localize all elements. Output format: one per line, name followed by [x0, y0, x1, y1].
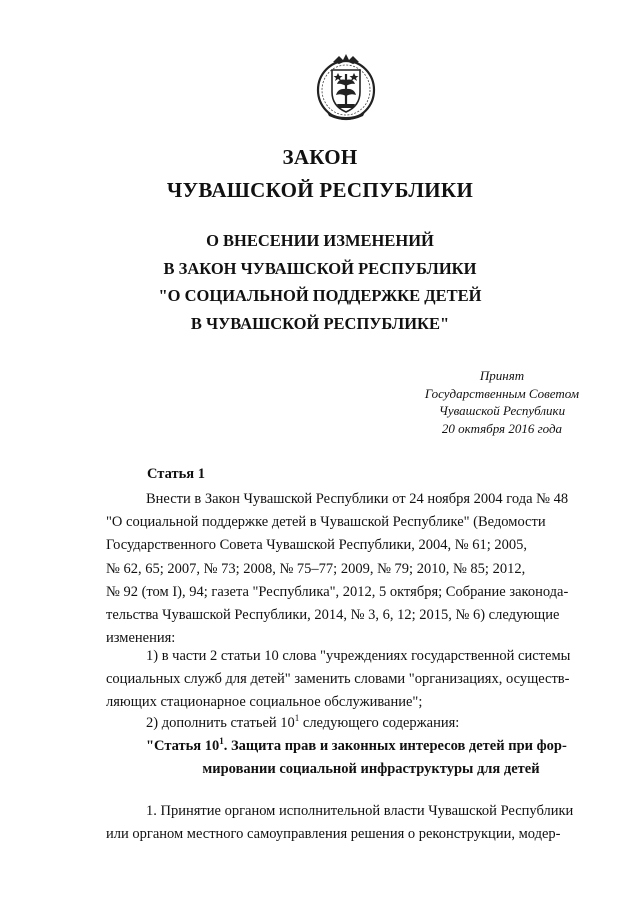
- text-line: тельства Чувашской Республики, 2014, № 3, 6, 12; 2015, № 6) следующие: [106, 607, 560, 624]
- text-line: [106, 712, 596, 735]
- article-1-heading: Статья 1: [147, 466, 205, 482]
- subtitle-line: О ВНЕСЕНИИ ИЗМЕНЕНИЙ: [206, 231, 434, 250]
- chuvash-republic-emblem-icon: [313, 50, 379, 122]
- item2-suffix: следующего содержания:: [299, 715, 460, 731]
- text-line: Государственного Совета Чувашской Республики, 2004, № 61; 2005,: [106, 537, 528, 554]
- article-10-1-heading: [146, 735, 596, 781]
- subtitle-line: "О СОЦИАЛЬНОЙ ПОДДЕРЖКЕ ДЕТЕЙ: [158, 286, 482, 305]
- item2-prefix: 2) дополнить статьей 10: [146, 715, 295, 731]
- article-10-prefix: "Статья 10: [146, 738, 220, 754]
- text-line: или органом местного самоуправления решения о реконструкции, модер-: [106, 826, 561, 843]
- text-line: № 92 (том I), 94; газета "Республика", 2012, 5 октября; Собрание законода-: [106, 583, 569, 600]
- text-line: социальных служб для детей" заменить словами "организациях, осуществ-: [106, 671, 570, 688]
- adoption-line: Чувашской Республики: [438, 403, 566, 418]
- text-line: 1) в части 2 статьи 10 слова "учреждениях государственной системы: [146, 648, 571, 664]
- adoption-note: [408, 367, 596, 437]
- superscript: 1: [294, 713, 300, 723]
- text-line: "О социальной поддержке детей в Чувашской Республике" (Ведомости: [106, 514, 546, 531]
- amendment-item-2: [106, 712, 596, 735]
- text-line: изменения:: [106, 630, 176, 647]
- law-subtitle: [0, 227, 640, 337]
- republic-title: ЧУВАШСКОЙ РЕСПУБЛИКИ: [166, 178, 474, 202]
- subtitle-line: В ЧУВАШСКОЙ РЕСПУБЛИКЕ": [190, 313, 450, 333]
- subtitle-line: В ЗАКОН ЧУВАШСКОЙ РЕСПУБЛИКИ: [163, 258, 477, 278]
- adoption-line: Государственным Советом: [424, 385, 580, 401]
- text-line: № 62, 65; 2007, № 73; 2008, № 75–77; 2009, № 79; 2010, № 85; 2012,: [106, 560, 526, 577]
- amendment-item-1: [106, 645, 596, 715]
- text-line: ляющих стационарное социальное обслуживание";: [106, 694, 423, 711]
- superscript: 1: [219, 736, 224, 746]
- text-line: 1. Принятие органом исполнительной власти Чувашской Республики: [146, 803, 574, 819]
- article-1-intro: [106, 488, 596, 650]
- article-10-title: . Защита прав и законных интересов детей при фор-: [223, 738, 567, 754]
- heading-line: мировании социальной инфраструктуры для детей: [202, 761, 540, 777]
- adoption-line: Принят: [479, 368, 525, 383]
- law-title: ЗАКОН: [282, 145, 358, 169]
- adoption-date: 20 октября 2016 года: [441, 420, 563, 436]
- article-10-paragraph-1: [106, 800, 596, 846]
- heading-line: [146, 735, 596, 758]
- text-line: Внести в Закон Чувашской Республики от 24 ноября 2004 года № 48: [146, 491, 569, 507]
